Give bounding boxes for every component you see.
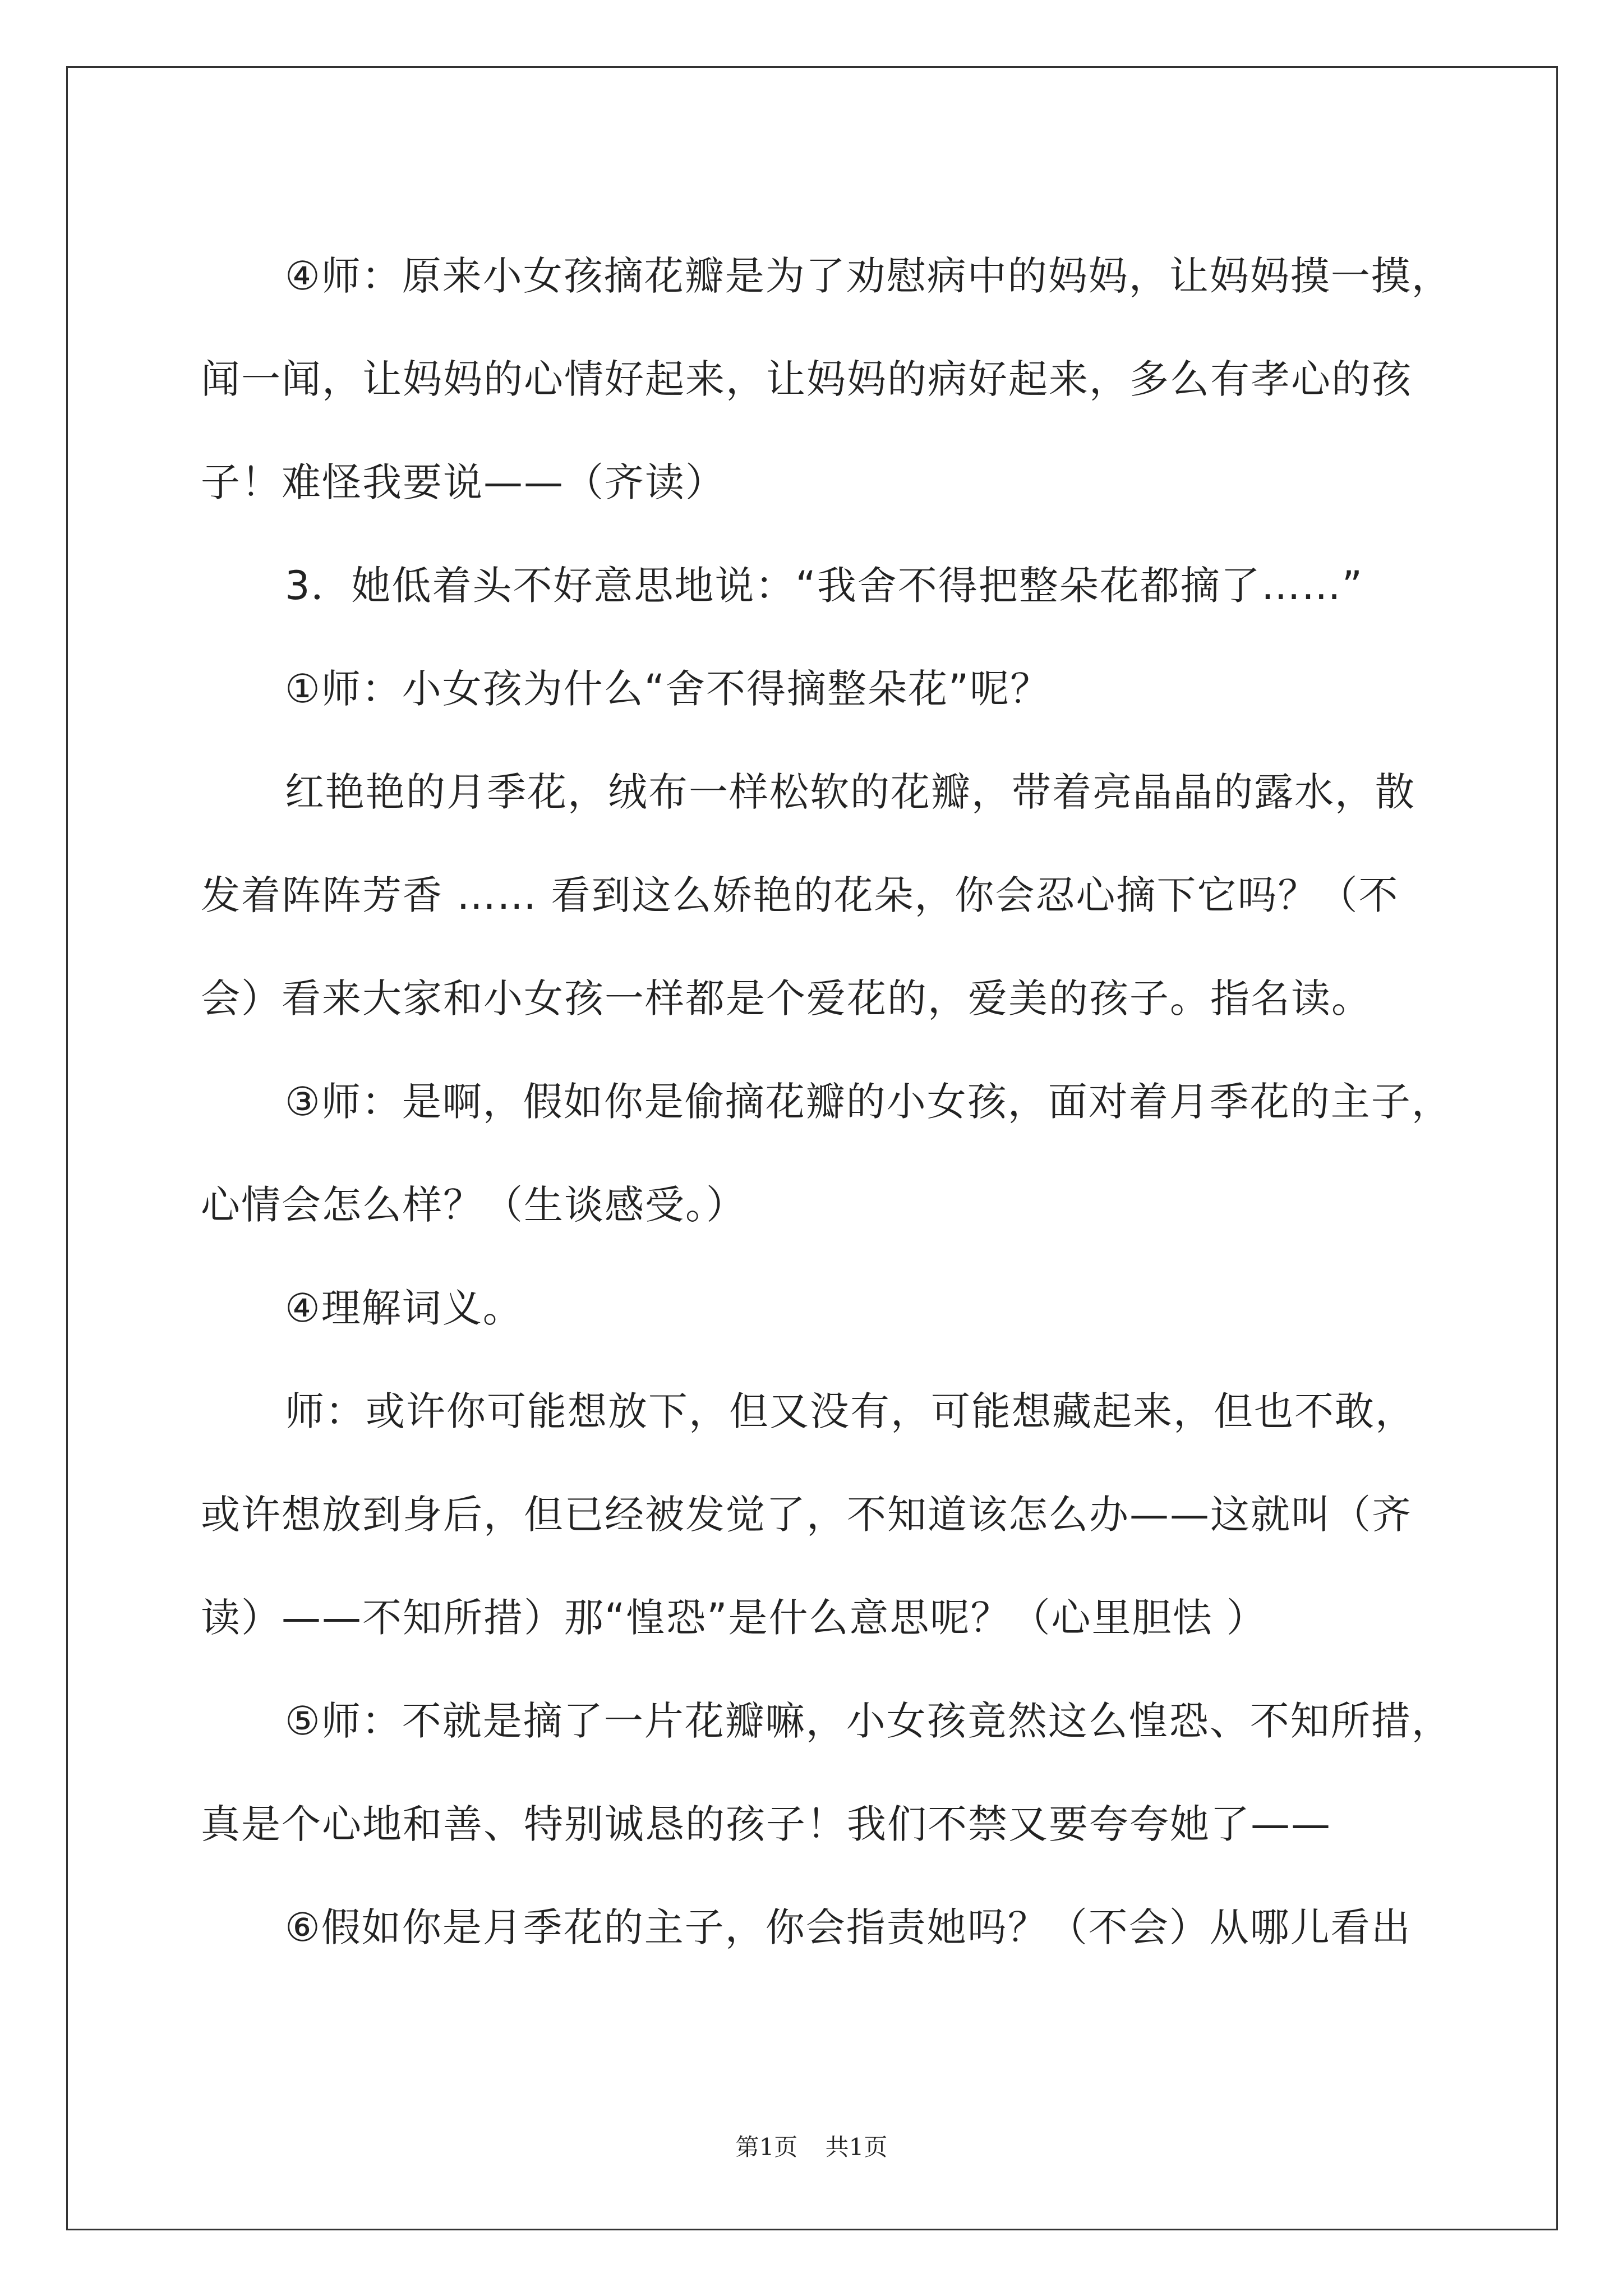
text-line: 红艳艳的月季花，绒布一样松软的花瓣，带着亮晶晶的露水，散: [285, 769, 1415, 815]
text-line: 3．她低着头不好意思地说：“我舍不得把整朵花都摘了……”: [285, 563, 1364, 609]
text-line: ③师：是啊，假如你是偷摘花瓣的小女孩，面对着月季花的主子，: [285, 1079, 1452, 1125]
text-line: 读）——不知所措）那“惶恐”是什么意思呢？（心里胆怯 ）: [201, 1595, 1267, 1641]
text-line: ⑥假如你是月季花的主子，你会指责她吗？（不会）从哪儿看出: [285, 1904, 1412, 1950]
text-line: ①师：小女孩为什么“舍不得摘整朵花”呢？: [285, 666, 1051, 712]
text-line: 师：或许你可能想放下，但又没有，可能想藏起来，但也不敢，: [285, 1388, 1415, 1434]
text-line: ⑤师：不就是摘了一片花瓣嘛，小女孩竟然这么惶恐、不知所措，: [285, 1698, 1452, 1744]
document-body: [201, 224, 1452, 1979]
text-line: 或许想放到身后，但已经被发觉了，不知道该怎么办——这就叫（齐: [201, 1492, 1412, 1538]
page-total: 共1页: [825, 2133, 888, 2161]
text-line: 发着阵阵芳香 …… 看到这么娇艳的花朵，你会忍心摘下它吗？（不: [201, 872, 1399, 918]
text-line: 会）看来大家和小女孩一样都是个爱花的，爱美的孩子。指名读。: [201, 976, 1372, 1022]
text-line: 子！难怪我要说——（齐读）: [201, 459, 726, 505]
text-line: ④理解词义。: [285, 1285, 523, 1331]
text-line: ④师：原来小女孩摘花瓣是为了劝慰病中的妈妈，让妈妈摸一摸，: [285, 253, 1452, 299]
text-line: 闻一闻，让妈妈的心情好起来，让妈妈的病好起来，多么有孝心的孩: [201, 356, 1412, 402]
text-line: 心情会怎么样？（生谈感受。）: [201, 1182, 746, 1228]
text-line: 真是个心地和善、特别诚恳的孩子！我们不禁又要夸夸她了——: [201, 1801, 1331, 1847]
page-footer: [0, 2129, 1623, 2162]
page-number: 第1页: [735, 2133, 798, 2161]
